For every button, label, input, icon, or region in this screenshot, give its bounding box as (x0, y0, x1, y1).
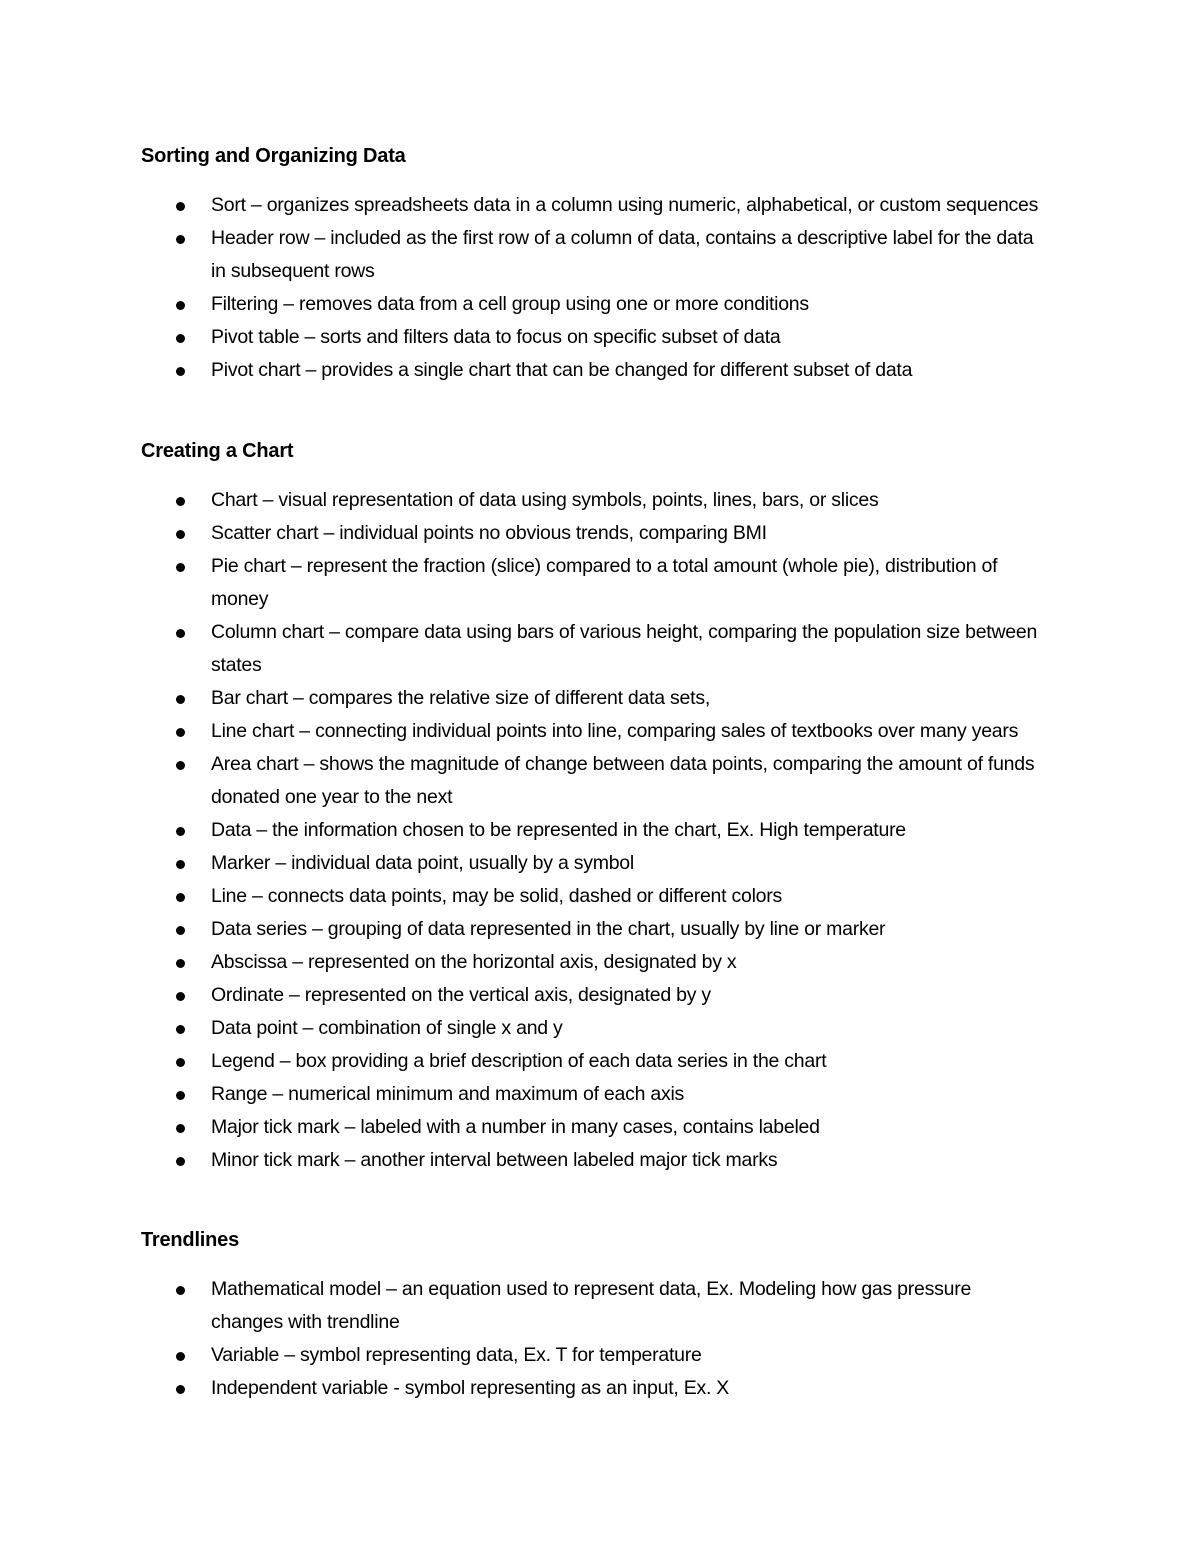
bullet-icon (176, 1385, 185, 1394)
list-item-text: Filtering – removes data from a cell group using one or more conditions (211, 293, 809, 315)
list-item (0, 682, 1041, 715)
list-item-text: Ordinate – represented on the vertical axis, designated by y (211, 984, 711, 1006)
list-item (0, 1144, 1041, 1177)
list-item (0, 550, 1041, 616)
list-item (0, 748, 1041, 814)
list-item (0, 979, 1041, 1012)
bullet-list-trendlines (0, 1273, 1041, 1405)
list-item (0, 715, 1041, 748)
bullet-icon (176, 563, 185, 572)
bullet-icon (176, 1124, 185, 1133)
bullet-icon (176, 827, 185, 836)
list-item-text: Bar chart – compares the relative size of different data sets, (211, 687, 710, 709)
list-item-text: Data series – grouping of data represented in the chart, usually by line or marker (211, 918, 886, 940)
bullet-list-sorting (0, 189, 1041, 387)
list-item-text: Range – numerical minimum and maximum of each axis (211, 1083, 685, 1105)
list-item-text: Data point – combination of single x and y (211, 1017, 563, 1039)
bullet-icon (176, 893, 185, 902)
list-item-text: Major tick mark – labeled with a number in many cases, contains labeled (211, 1116, 820, 1138)
bullet-icon (176, 301, 185, 310)
list-item (0, 1273, 1041, 1339)
bullet-icon (176, 860, 185, 869)
list-item-text: Sort – organizes spreadsheets data in a column using numeric, alphabetical, or custom sequences (211, 194, 1039, 216)
bullet-icon (176, 1157, 185, 1166)
list-item (0, 354, 1041, 387)
list-item (0, 484, 1041, 517)
bullet-icon (176, 695, 185, 704)
bullet-icon (176, 926, 185, 935)
list-item (0, 913, 1041, 946)
list-item-text: Area chart – shows the magnitude of change between data points, comparing the amount of funds donated one year to the next (211, 753, 1035, 808)
list-item-text: Pivot table – sorts and filters data to focus on specific subset of data (211, 326, 781, 348)
list-item (0, 288, 1041, 321)
list-item (0, 880, 1041, 913)
list-item (0, 1372, 1041, 1405)
bullet-icon (176, 1091, 185, 1100)
list-item-text: Line – connects data points, may be solid, dashed or different colors (211, 885, 782, 907)
bullet-icon (176, 1058, 185, 1067)
list-item (0, 616, 1041, 682)
heading-trendlines: Trendlines (141, 1229, 240, 1251)
list-item-text: Pie chart – represent the fraction (slice) compared to a total amount (whole pie), distribution of money (211, 555, 998, 610)
list-item-text: Header row – included as the first row of a column of data, contains a descriptive label for the data in subsequent rows (211, 227, 1034, 282)
bullet-icon (176, 761, 185, 770)
list-item (0, 847, 1041, 880)
bullet-icon (176, 1352, 185, 1361)
bullet-icon (176, 367, 185, 376)
bullet-icon (176, 629, 185, 638)
bullet-icon (176, 1025, 185, 1034)
list-item (0, 1339, 1041, 1372)
list-item-text: Independent variable - symbol representing as an input, Ex. X (211, 1377, 730, 1399)
list-item (0, 946, 1041, 979)
list-item-text: Chart – visual representation of data using symbols, points, lines, bars, or slices (211, 489, 879, 511)
list-item-text: Abscissa – represented on the horizontal axis, designated by x (211, 951, 737, 973)
list-item (0, 1012, 1041, 1045)
list-item (0, 222, 1041, 288)
heading-sorting-and-organizing-data: Sorting and Organizing Data (141, 145, 406, 167)
heading-creating-a-chart: Creating a Chart (141, 440, 294, 462)
list-item (0, 1078, 1041, 1111)
list-item-text: Pivot chart – provides a single chart that can be changed for different subset of data (211, 359, 913, 381)
bullet-list-creating-chart (0, 484, 1041, 1177)
list-item-text: Data – the information chosen to be represented in the chart, Ex. High temperature (211, 819, 906, 841)
bullet-icon (176, 728, 185, 737)
list-item (0, 1045, 1041, 1078)
list-item-text: Scatter chart – individual points no obvious trends, comparing BMI (211, 522, 767, 544)
bullet-icon (176, 1286, 185, 1295)
bullet-icon (176, 497, 185, 506)
bullet-icon (176, 235, 185, 244)
bullet-icon (176, 959, 185, 968)
bullet-icon (176, 202, 185, 211)
list-item-text: Marker – individual data point, usually by a symbol (211, 852, 634, 874)
list-item (0, 321, 1041, 354)
list-item-text: Variable – symbol representing data, Ex. T for temperature (211, 1344, 702, 1366)
bullet-icon (176, 530, 185, 539)
list-item-text: Minor tick mark – another interval between labeled major tick marks (211, 1149, 778, 1171)
bullet-icon (176, 992, 185, 1001)
list-item-text: Legend – box providing a brief description of each data series in the chart (211, 1050, 827, 1072)
bullet-icon (176, 334, 185, 343)
list-item (0, 814, 1041, 847)
list-item (0, 517, 1041, 550)
list-item (0, 1111, 1041, 1144)
list-item-text: Line chart – connecting individual points into line, comparing sales of textbooks over many years (211, 720, 1019, 742)
list-item (0, 189, 1041, 222)
list-item-text: Mathematical model – an equation used to represent data, Ex. Modeling how gas pressure changes with trendline (211, 1278, 972, 1333)
list-item-text: Column chart – compare data using bars of various height, comparing the population size between states (211, 621, 1038, 676)
